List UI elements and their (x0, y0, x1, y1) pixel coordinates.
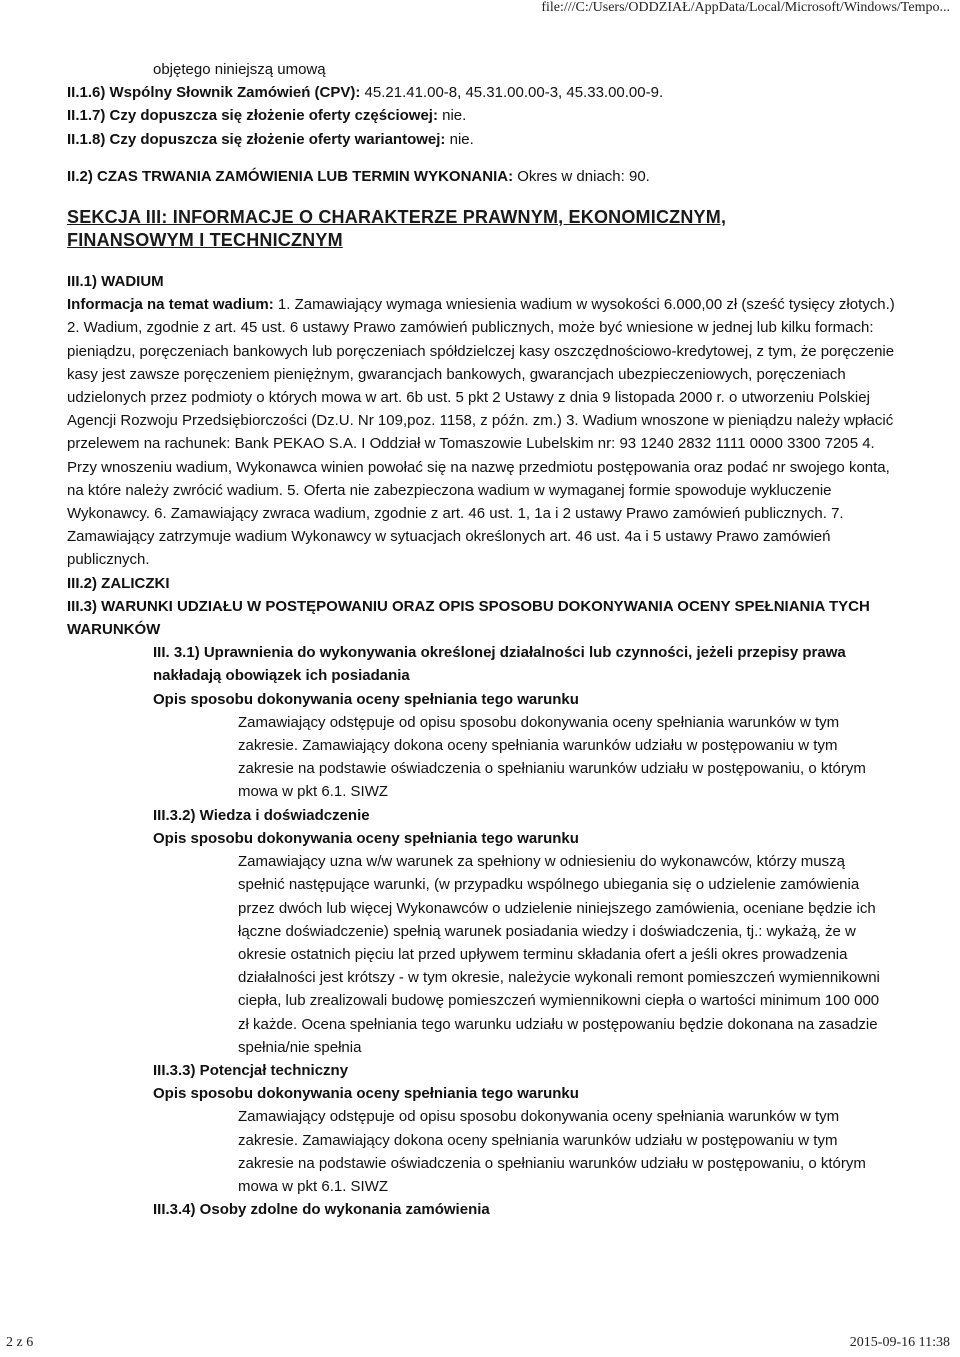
w32-text: Zamawiający uzna w/w warunek za spełniony w odniesieniu do wykonawców, którzy muszą spełnić następujące warunki, (w przypadku wspólnego ubiegania się o udzielenie zamówienia przez dwóch lub więcej Wykonawców o udzielenie niniejszego zamówienia, oceniane będzie ich łączne doświadczenie) spełnią warunek posiadania wiedzy i doświadczenia, tj.: wykażą, że w okresie ostatnich pięciu lat przed upływem terminu składania ofert a jeśli okres prowadzenia działalności jest krótszy - w tym okresie, należycie wykonali remont pomieszczeń wymiennikowni ciepła, lub zrealizowali budowę pomieszczeń wymiennikowni ciepła o wartości minimum 100 000 zł każde. Ocena spełniania tego warunku udziału w postępowaniu będzie dokonana na zasadzie spełnia/nie spełnia (238, 853, 880, 1056)
warunki-heading: III.3) WARUNKI UDZIAŁU W POSTĘPOWANIU ORAZ OPIS SPOSOBU DOKONYWANIA OCENY SPEŁNIANIA TYCH WARUNKÓW (67, 597, 870, 639)
duration-label: II.2) CZAS TRWANIA ZAMÓWIENIA LUB TERMIN WYKONANIA: (67, 167, 514, 185)
print-footer-page: 2 z 6 (6, 1335, 34, 1350)
cpv-value: 45.21.41.00-8, 45.31.00.00-3, 45.33.00.00-9. (360, 84, 664, 102)
wadium-info (67, 293, 897, 571)
cpv-label: II.1.6) Wspólny Słownik Zamówień (CPV): (67, 84, 361, 102)
duration-line (67, 165, 897, 188)
variant-offer-label: II.1.8) Czy dopuszcza się złożenie oferty wariantowej: (67, 130, 446, 148)
w34-heading: III.3.4) Osoby zdolne do wykonania zamówienia (153, 1201, 490, 1219)
variant-offer-line (67, 128, 897, 151)
w32-heading: III.3.2) Wiedza i doświadczenie (153, 806, 370, 824)
w31-opis-label: Opis sposobu dokonywania oceny spełniania tego warunku (153, 690, 579, 708)
text-line-obj: objętego niniejszą umową (153, 61, 326, 78)
print-footer-datetime: 2015-09-16 11:38 (849, 1335, 950, 1350)
document-body (67, 58, 897, 1221)
w32-opis-label: Opis sposobu dokonywania oceny spełniania tego warunku (153, 829, 579, 847)
zaliczki-heading: III.2) ZALICZKI (67, 574, 170, 592)
w31-text: Zamawiający odstępuje od opisu sposobu dokonywania oceny spełniania warunków w tym zakresie. Zamawiający dokona oceny spełniania warunków udziału w postępowaniu w tym zakresie na podstawie oświadczenia o spełnianiu warunków udziału w postępowaniu, o którym mowa w pkt 6.1. SIWZ (238, 713, 866, 801)
wadium-info-text: 1. Zamawiający wymaga wniesienia wadium w wysokości 6.000,00 zł (sześć tysięcy złotych.) 2. Wadium, zgodnie z art. 45 ust. 6 ustawy Prawo zamówień publicznych, może być wniesione w jednej lub kilku formach: pieniądzu, poręczeniach bankowych lub poręczeniach spółdzielczej kasy oszczędnościowo-kredytowej, z tym, że poręczenie kasy jest zawsze poręczeniem pieniężnym, gwarancjach bankowych, gwarancjach ubezpieczeniowych, poręczeniach udzielonych przez podmioty o których mowa w art. 6b ust. 5 pkt 2 Ustawy z dnia 9 listopada 2000 r. o utworzeniu Polskiej Agencji Rozwoju Przedsiębiorczości (Dz.U. Nr 109,poz. 1158, z późn. zm.) 3. Wadium wnoszone w pieniądzu należy wpłacić przelewem na rachunek: Bank PEKAO S.A. I Oddział w Tomaszowie Lubelskim nr: 93 1240 2832 1111 0000 3300 7205 4. Przy wnoszeniu wadium, Wykonawca winien powołać się na nazwę przedmiotu postępowania oraz podać nr swojego konta, na które należy zwrócić wadium. 5. Oferta nie zabezpieczona wadium w wymaganej formie spowoduje wykluczenie Wykonawcy. 6. Zamawiający zwraca wadium, zgodnie z art. 46 ust. 1, 1a i 2 ustawy Prawo zamówień publicznych. 7. Zamawiający zatrzymuje wadium Wykonawcy w sytuacjach określonych art. 46 ust. 4a i 5 ustawy Prawo zamówień publicznych. (67, 296, 895, 569)
section-3-title: SEKCJA III: INFORMACJE O CHARAKTERZE PRAWNYM, EKONOMICZNYM, FINANSOWYM I TECHNICZNYM (67, 207, 727, 251)
partial-offer-value: nie. (437, 107, 467, 125)
w33-opis-label: Opis sposobu dokonywania oceny spełniania tego warunku (153, 1085, 579, 1103)
w33-text: Zamawiający odstępuje od opisu sposobu dokonywania oceny spełniania warunków w tym zakresie. Zamawiający dokona oceny spełniania warunków udziału w postępowaniu w tym zakresie na podstawie oświadczenia o spełnianiu warunków udziału w postępowaniu, o którym mowa w pkt 6.1. SIWZ (238, 1108, 866, 1195)
partial-offer-label: II.1.7) Czy dopuszcza się złożenie oferty częściowej: (67, 107, 438, 125)
print-header-path: file:///C:/Users/ODDZIAŁ/AppData/Local/Microsoft/Windows/Tempo... (541, 0, 950, 15)
wadium-info-label: Informacja na temat wadium: (67, 296, 274, 314)
cpv-line (67, 81, 897, 104)
w33-heading: III.3.3) Potencjał techniczny (153, 1061, 349, 1079)
duration-value: Okres w dniach: 90. (513, 167, 650, 185)
variant-offer-value: nie. (445, 130, 474, 148)
partial-offer-line (67, 104, 897, 127)
w31-heading: III. 3.1) Uprawnienia do wykonywania określonej działalności lub czynności, jeżeli przepisy prawa nakładają obowiązek ich posiadania (153, 644, 846, 685)
wadium-heading: III.1) WADIUM (67, 273, 164, 291)
